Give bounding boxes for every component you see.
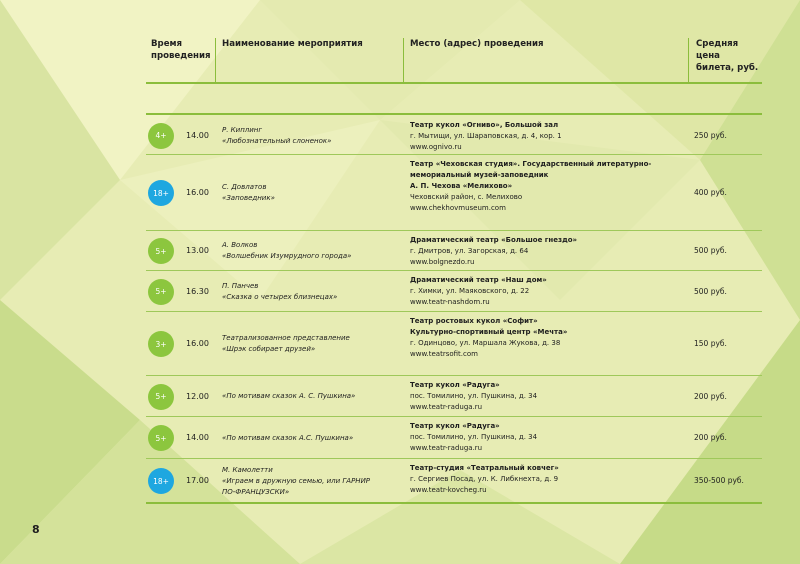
age-badge: 4+ (148, 123, 174, 149)
header-place: Место (адрес) проведения (410, 39, 544, 49)
ticket-price: 350-500 руб. (694, 476, 744, 485)
venue-website: www.teatrsofit.com (410, 350, 478, 358)
row-divider (146, 458, 762, 459)
row-divider (146, 375, 762, 376)
table-row (146, 418, 762, 458)
venue-website: www.teatr-kovcheg.ru (410, 486, 487, 494)
event-time: 17.00 (186, 476, 209, 485)
table-row (146, 313, 762, 375)
venue-address: г. Химки, ул. Маяковского, д. 22 (410, 287, 530, 295)
ticket-price: 200 руб. (694, 391, 727, 401)
venue-name: А. П. Чехова «Мелихово» (410, 182, 513, 190)
event-title-line: «Сказка о четырех близнецах» (222, 292, 338, 301)
age-badge: 5+ (148, 238, 174, 264)
ticket-price: 250 руб. (694, 130, 727, 140)
venue-website: www.ognivo.ru (410, 143, 462, 151)
row-divider (146, 270, 762, 271)
header-name: Наименование мероприятия (222, 39, 363, 49)
event-time: 16.30 (186, 286, 209, 296)
event-title-line: Р. Киплинг (222, 125, 263, 134)
event-title (222, 433, 402, 444)
row-divider (146, 416, 762, 417)
age-badge: 18+ (148, 468, 174, 494)
event-time: 12.00 (186, 391, 209, 401)
column-divider (688, 38, 689, 82)
venue-name: Драматический театр «Наш дом» (410, 276, 547, 284)
event-place (410, 380, 680, 413)
event-title (222, 333, 402, 355)
event-title (222, 465, 402, 498)
venue-name: Театр-студия «Театральный ковчег» (410, 464, 559, 472)
venue-address: пос. Томилино, ул. Пушкина, д. 34 (410, 392, 538, 400)
table-row (146, 377, 762, 416)
column-divider (215, 38, 216, 82)
event-title-line: А. Волков (222, 241, 258, 249)
row-divider (146, 311, 762, 312)
event-place (410, 235, 680, 268)
event-title (222, 240, 402, 262)
venue-name: Театр кукол «Радуга» (410, 422, 500, 430)
age-badge: 5+ (148, 384, 174, 410)
event-time: 16.00 (186, 339, 209, 348)
row-divider (146, 502, 762, 504)
table-top-rule (146, 113, 762, 115)
event-title (222, 125, 402, 147)
ticket-price: 200 руб. (694, 433, 727, 442)
event-title-line: Театрализованное представление (222, 334, 350, 342)
event-title-line: П. Панчев (222, 281, 259, 290)
header-price: Средняя цена билета, руб. (696, 39, 759, 73)
event-title-line: «Играем в дружную семью, или ГАРНИР (222, 476, 371, 485)
event-place (410, 275, 680, 308)
venue-name: мемориальный музей-заповедник (410, 171, 549, 179)
table-row (146, 117, 762, 154)
venue-website: www.chekhovmuseum.com (410, 204, 506, 212)
age-badge: 5+ (148, 279, 174, 305)
age-badge: 5+ (148, 425, 174, 451)
venue-website: www.bolgnezdo.ru (410, 258, 475, 266)
age-badge: 3+ (148, 331, 174, 357)
event-title-line: «Волшебник Изумрудного города» (222, 252, 352, 260)
event-time: 16.00 (186, 188, 209, 197)
venue-website: www.teatr-nashdom.ru (410, 298, 490, 306)
event-title (222, 281, 402, 303)
event-place (410, 316, 680, 360)
table-row (146, 460, 762, 502)
venue-name: Театр кукол «Огниво», Большой зал (410, 121, 559, 129)
table-row (146, 272, 762, 311)
venue-address: г. Сергиев Посад, ул. К. Либкнехта, д. 9 (410, 475, 559, 483)
header-rule (146, 82, 762, 84)
event-title-line: «Любознательный слоненок» (222, 136, 332, 145)
event-time: 14.00 (186, 433, 209, 442)
table-row (146, 232, 762, 270)
ticket-price: 500 руб. (694, 246, 727, 255)
event-title-line: «Заповедник» (222, 194, 275, 202)
table-row (146, 156, 762, 230)
event-place (410, 120, 680, 153)
event-title-line: М. Камолетти (222, 465, 273, 474)
event-title-line: «Шрэк собирает друзей» (222, 345, 316, 353)
venue-website: www.teatr-raduga.ru (410, 403, 483, 411)
event-title (222, 391, 402, 402)
row-divider (146, 154, 762, 155)
header-time: Время проведения (151, 39, 211, 61)
venue-address: пос. Томилино, ул. Пушкина, д. 34 (410, 433, 538, 441)
column-divider (403, 38, 404, 82)
page-number: 8 (32, 523, 40, 536)
venue-name: Культурно-спортивный центр «Мечта» (410, 328, 568, 336)
event-title-line: «По мотивам сказок А.С. Пушкина» (222, 433, 354, 442)
venue-address: г. Одинцово, ул. Маршала Жукова, д. 38 (410, 339, 561, 347)
event-time: 14.00 (186, 130, 209, 140)
venue-address: г. Мытищи, ул. Шараповская, д. 4, кор. 1 (410, 132, 562, 140)
venue-name: Театр ростовых кукол «Софит» (410, 317, 538, 325)
event-time: 13.00 (186, 246, 209, 255)
event-place (410, 463, 680, 496)
age-badge: 18+ (148, 180, 174, 206)
ticket-price: 400 руб. (694, 188, 727, 197)
event-place (410, 159, 680, 214)
venue-name: Театр кукол «Радуга» (410, 381, 500, 389)
ticket-price: 150 руб. (694, 339, 727, 348)
event-title-line: «По мотивам сказок А. С. Пушкина» (222, 392, 356, 400)
venue-name: Драматический театр «Большое гнездо» (410, 236, 578, 244)
event-title (222, 182, 402, 204)
venue-name: Театр «Чеховская студия». Государственный литературно- (410, 160, 652, 168)
venue-address: Чеховский район, с. Мелихово (410, 193, 523, 201)
ticket-price: 500 руб. (694, 286, 727, 296)
event-title-line: ПО-ФРАНЦУЗСКИ» (222, 487, 290, 496)
event-place (410, 421, 680, 454)
row-divider (146, 230, 762, 231)
event-title-line: С. Довлатов (222, 183, 267, 191)
venue-address: г. Дмитров, ул. Загорская, д. 64 (410, 247, 529, 255)
venue-website: www.teatr-raduga.ru (410, 444, 483, 452)
